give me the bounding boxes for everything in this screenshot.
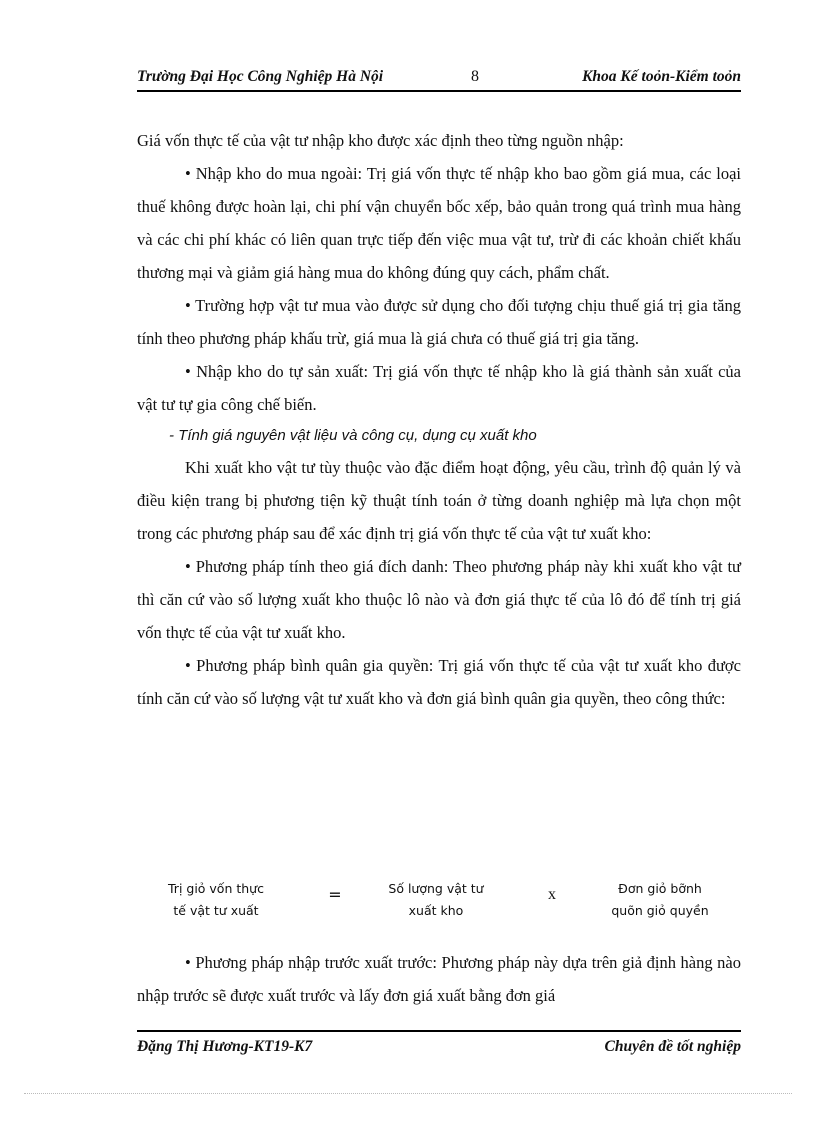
paragraph-purchase: • Nhập kho do mua ngoài: Trị giá vốn thực tế nhập kho bao gồm giá mua, các loại thuế không được hoàn lại, chi phí vận chuyển bốc xếp, bảo quản trong quá trình mua hàng và các chi phí khác có liên quan trực tiếp đến việc mua vật tư, trừ đi các khoản chiết khấu thương mại và giảm giá hàng mua do không đúng quy cách, phẩm chất.: [137, 164, 741, 282]
page-bottom-divider: [24, 1093, 792, 1094]
formula-lhs-line2: tế vật tư xuất: [173, 903, 259, 918]
formula-equals: =: [328, 885, 342, 904]
document-body-continued: [137, 946, 741, 1012]
formula: [137, 878, 741, 922]
formula-mid-line1: Số lượng vật tư: [388, 881, 484, 896]
formula-mid-line2: xuất kho: [408, 903, 464, 918]
paragraph-vat-case: • Trường hợp vật tư mua vào được sử dụng cho đối tượng chịu thuế giá trị gia tăng tính theo phương pháp khấu trừ, giá mua là giá chưa có thuế giá trị gia tăng.: [137, 296, 741, 348]
formula-rhs-line2: quõn giỏ quyền: [611, 903, 709, 918]
paragraph-intro: Giá vốn thực tế của vật tư nhập kho được xác định theo từng nguồn nhập:: [137, 131, 624, 150]
header-department: Khoa Kế toỏn-Kiểm toỏn: [582, 68, 741, 85]
paragraph-export-intro: Khi xuất kho vật tư tùy thuộc vào đặc điểm hoạt động, yêu cầu, trình độ quản lý và điều kiện trang bị phương tiện kỹ thuật tính toán ở từng doanh nghiệp mà lựa chọn một trong các phương pháp sau để xác định trị giá vốn thực tế của vật tư xuất kho:: [137, 458, 741, 543]
formula-lhs-line1: Trị giỏ vốn thực: [168, 881, 264, 896]
page-footer: [137, 1030, 741, 1058]
paragraph-self-produced: • Nhập kho do tự sản xuất: Trị giá vốn thực tế nhập kho là giá thành sản xuất của vật tư tự gia công chế biến.: [137, 362, 741, 414]
document-body: [137, 124, 741, 715]
header-school-name: Trường Đại Học Công Nghiệp Hà Nội: [137, 68, 384, 85]
header-page-number: 8: [471, 68, 479, 85]
formula-unit-price: [595, 878, 725, 922]
page-header: [137, 64, 741, 92]
section-heading-export-pricing: - Tính giá nguyên vật liệu và công cụ, dụng cụ xuất kho: [169, 427, 537, 444]
formula-lhs: [151, 878, 281, 922]
paragraph-weighted-average: • Phương pháp bình quân gia quyền: Trị giá vốn thực tế của vật tư xuất kho được tính căn cứ vào số lượng vật tư xuất kho và đơn giá bình quân gia quyền, theo công thức:: [137, 656, 741, 708]
formula-rhs-line1: Đơn giỏ bỡnh: [618, 881, 702, 896]
paragraph-fifo: • Phương pháp nhập trước xuất trước: Phương pháp này dựa trên giả định hàng nào nhập trước sẽ được xuất trước và lấy đơn giá xuất bằng đơn giá: [137, 953, 741, 1005]
formula-quantity: [375, 878, 497, 922]
paragraph-specific-identification: • Phương pháp tính theo giá đích danh: Theo phương pháp này khi xuất kho vật tư thì căn cứ vào số lượng xuất kho thuộc lô nào và đơn giá thực tế của lô đó để tính trị giá vốn thực tế của vật tư xuất kho.: [137, 557, 741, 642]
footer-author: Đặng Thị Hương-KT19-K7: [137, 1038, 313, 1055]
footer-document-type: Chuyên đề tốt nghiệp: [604, 1038, 741, 1055]
formula-times: x: [548, 886, 556, 903]
